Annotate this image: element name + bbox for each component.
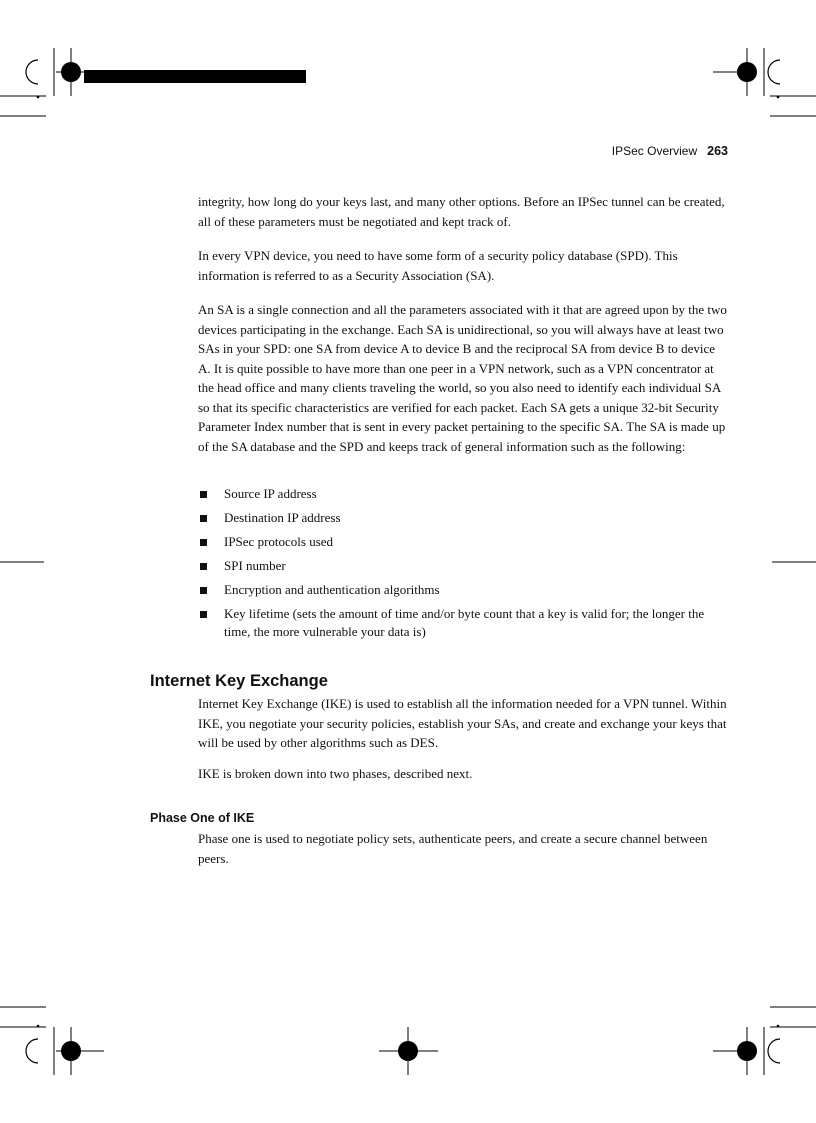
section-heading-ike: Internet Key Exchange <box>150 672 328 690</box>
paragraph-text: integrity, how long do your keys last, and many other options. Before an IPSec tunnel can be created, all of these parameters must be negotiated and kept track of. <box>198 194 725 229</box>
list-item <box>198 557 728 575</box>
list-item <box>198 533 728 551</box>
bullet-square-icon <box>200 515 207 522</box>
list-item <box>198 509 728 527</box>
list-item <box>198 605 728 641</box>
bullet-square-icon <box>200 563 207 570</box>
bullet-square-icon <box>200 491 207 498</box>
paragraph-ike-phases <box>198 764 728 784</box>
paragraph-text: Phase one is used to negotiate policy sets, authenticate peers, and create a secure channel between peers. <box>198 831 708 866</box>
list-item <box>198 581 728 599</box>
paragraph-text: IKE is broken down into two phases, described next. <box>198 766 473 781</box>
list-item-text: Encryption and authentication algorithms <box>224 582 440 597</box>
list-item-text: IPSec protocols used <box>224 534 334 549</box>
registration-mark-top-right <box>768 60 780 84</box>
subsection-heading-phase-one: Phase One of IKE <box>150 811 255 825</box>
list-item-text: Key lifetime (sets the amount of time and/or byte count that a key is valid for; the longer the time, the more vulnerable your data is) <box>224 606 705 639</box>
paragraph-phase-one <box>198 829 728 868</box>
registration-mark-top-left <box>26 60 38 84</box>
paragraph-text: In every VPN device, you need to have some form of a security policy database (SPD). This information is referred to as a Security Association (SA). <box>198 248 678 283</box>
running-title: IPSec Overview <box>611 144 698 158</box>
registration-mark-bottom-right <box>768 1039 780 1063</box>
bullet-square-icon <box>200 587 207 594</box>
list-item <box>198 485 728 503</box>
list-item-text: Source IP address <box>224 486 317 501</box>
list-item-text: SPI number <box>224 558 286 573</box>
paragraph-text: An SA is a single connection and all the parameters associated with it that are agreed upon by the two devices participating in the exchange. Each SA is unidirectional, so you will always have at least two SAs in your SPD: one SA from device A to device B and the reciprocal SA from device B to device A. It is quite possible to have more than one peer in a VPN network, such as a VPN concentrator at the head office and many clients traveling the world, so you also need to identify each individual SA so that its specific characteristics are verified for each packet. Each SA gets a unique 32-bit Security Parameter Index number that is sent in every packet pertaining to the specific SA. The SA is made up of the SA database and the SPD and keeps track of general information such as the following: <box>198 302 727 454</box>
paragraph-intro-continued <box>198 192 728 231</box>
bullet-square-icon <box>200 539 207 546</box>
paragraph-text: Internet Key Exchange (IKE) is used to establish all the information needed for a VPN tunnel. Within IKE, you negotiate your security policies, establish your SAs, and create and exchange your keys that will be used by other algorithms such as DES. <box>198 696 727 750</box>
paragraph-spd <box>198 246 728 285</box>
bullet-square-icon <box>200 611 207 618</box>
page-number: 263 <box>707 144 728 158</box>
paragraph-ike-intro <box>198 694 728 753</box>
sa-info-list <box>198 485 728 647</box>
running-header <box>560 144 728 162</box>
registration-mark-bottom-left <box>26 1039 38 1063</box>
list-item-text: Destination IP address <box>224 510 341 525</box>
paragraph-sa-description <box>198 300 728 456</box>
